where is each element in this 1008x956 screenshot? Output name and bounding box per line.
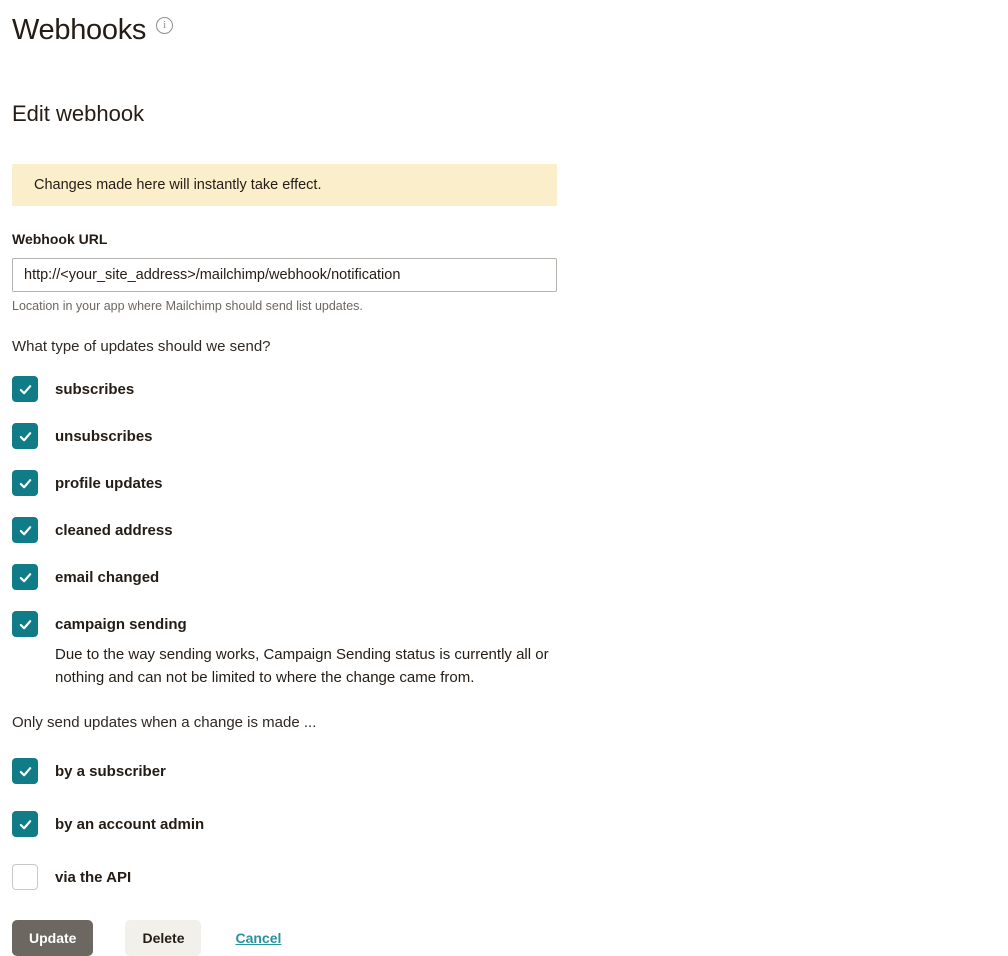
checkbox-email-changed[interactable]	[12, 564, 38, 590]
action-bar	[12, 920, 1008, 956]
campaign-sending-description: Due to the way sending works, Campaign Sending status is currently all or nothing and can not be limited to where the change came from.	[55, 646, 549, 686]
checkbox-label-email-changed[interactable]: email changed	[55, 568, 160, 586]
section-title: Edit webhook	[12, 101, 145, 126]
update-types-question: What type of updates should we send?	[12, 338, 271, 355]
checkbox-by-a-subscriber[interactable]	[12, 758, 38, 784]
delete-button[interactable]: Delete	[125, 920, 201, 956]
webhook-url-help: Location in your app where Mailchimp should send list updates.	[12, 299, 363, 313]
checkbox-label-cleaned-address[interactable]: cleaned address	[55, 521, 173, 539]
checkbox-row	[12, 864, 1008, 890]
checkbox-label-campaign-sending[interactable]: campaign sending	[55, 615, 187, 633]
check-icon	[18, 429, 33, 444]
check-icon	[18, 523, 33, 538]
checkbox-row	[12, 811, 1008, 837]
notice-banner	[12, 164, 557, 206]
page-title: Webhooks	[12, 14, 147, 46]
checkbox-row	[12, 758, 1008, 784]
checkbox-unsubscribes[interactable]	[12, 423, 38, 449]
check-icon	[18, 617, 33, 632]
check-icon	[18, 476, 33, 491]
checkbox-label-subscribes[interactable]: subscribes	[55, 380, 135, 398]
checkbox-label-unsubscribes[interactable]: unsubscribes	[55, 427, 153, 445]
check-icon	[18, 570, 33, 585]
info-icon[interactable]: i	[156, 17, 173, 34]
page-header	[12, 14, 1008, 47]
check-icon	[18, 382, 33, 397]
notice-text: Changes made here will instantly take effect.	[34, 177, 322, 193]
webhook-url-label: Webhook URL	[12, 231, 108, 247]
checkbox-row	[12, 376, 1008, 402]
cancel-link[interactable]: Cancel	[235, 930, 282, 946]
checkbox-row	[12, 611, 1008, 637]
checkbox-profile-updates[interactable]	[12, 470, 38, 496]
check-icon	[18, 817, 33, 832]
checkbox-label-by-a-subscriber[interactable]: by a subscriber	[55, 762, 166, 780]
checkbox-row	[12, 470, 1008, 496]
checkbox-label-by-an-account-admin[interactable]: by an account admin	[55, 815, 205, 833]
checkbox-cleaned-address[interactable]	[12, 517, 38, 543]
checkbox-via-the-api[interactable]	[12, 864, 38, 890]
checkbox-row	[12, 517, 1008, 543]
checkbox-row	[12, 564, 1008, 590]
checkbox-subscribes[interactable]	[12, 376, 38, 402]
checkbox-row	[12, 423, 1008, 449]
update-button[interactable]: Update	[12, 920, 93, 956]
check-icon	[18, 764, 33, 779]
checkbox-label-profile-updates[interactable]: profile updates	[55, 474, 163, 492]
checkbox-by-an-account-admin[interactable]	[12, 811, 38, 837]
checkbox-campaign-sending[interactable]	[12, 611, 38, 637]
webhook-url-input[interactable]	[12, 258, 557, 292]
source-question: Only send updates when a change is made ...	[12, 714, 317, 731]
checkbox-label-via-the-api[interactable]: via the API	[55, 868, 132, 886]
